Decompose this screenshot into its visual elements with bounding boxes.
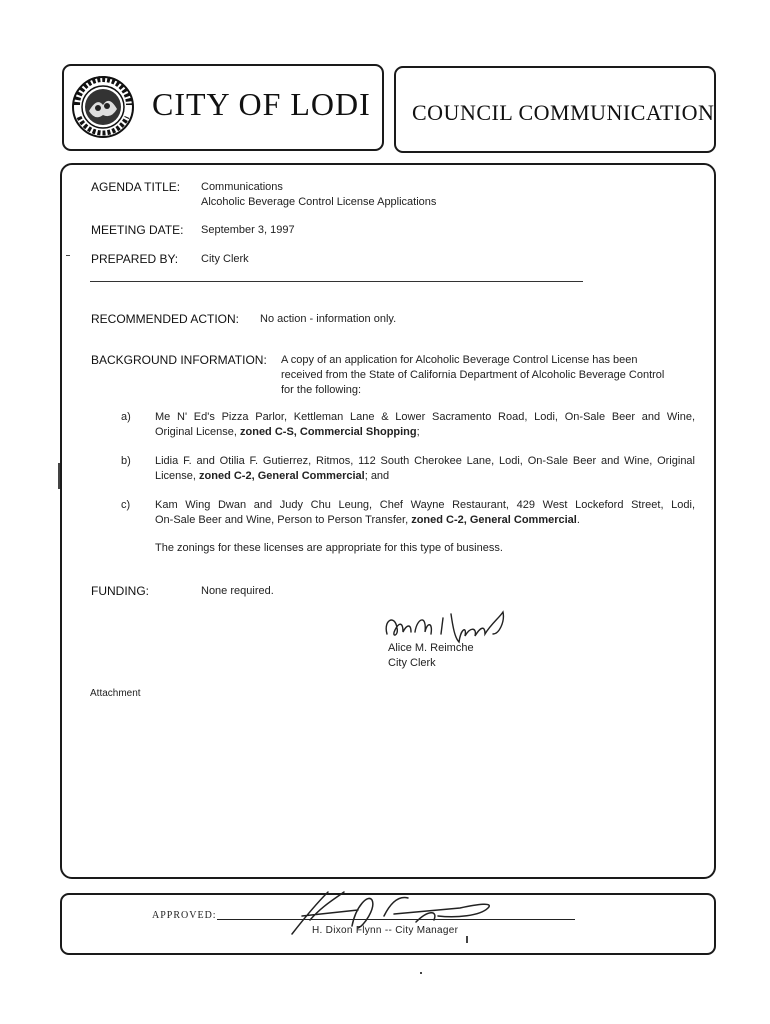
divider-rule xyxy=(90,281,583,282)
zoning-text: zoned C-2, General Commercial xyxy=(199,470,365,482)
list-item-line2: On-Sale Beer and Wine, Person to Person Transfer, zoned C-2, General Commercial. xyxy=(155,514,580,526)
background-line-1: A copy of an application for Alcoholic Beverage Control License has been xyxy=(281,354,638,366)
list-item-marker: a) xyxy=(121,411,131,423)
agenda-title-line2: Alcoholic Beverage Control License Applications xyxy=(201,196,437,208)
list-item-line1: Lidia F. and Otilia F. Gutierrez, Ritmos, 112 South Cherokee Lane, Lodi, On-Sale Beer and Wine, Original xyxy=(155,455,695,467)
background-line-2: received from the State of California Department of Alcoholic Beverage Control xyxy=(281,369,665,381)
meeting-date: September 3, 1997 xyxy=(201,224,295,236)
list-item-line1: Kam Wing Dwan and Judy Chu Leung, Chef Wayne Restaurant, 429 West Lockeford Street, Lodi, xyxy=(155,499,695,511)
zoning-note: The zonings for these licenses are appropriate for this type of business. xyxy=(155,542,503,554)
city-name: CITY OF LODI xyxy=(152,86,371,122)
scan-speck xyxy=(66,255,70,256)
city-manager-name: H. Dixon Flynn -- City Manager xyxy=(312,925,459,936)
approved-label: APPROVED: xyxy=(152,910,217,921)
prepared-by: City Clerk xyxy=(201,253,249,265)
list-item-line2: Original License, zoned C-S, Commercial Shopping; xyxy=(155,426,420,438)
list-item-line1: Me N' Ed's Pizza Parlor, Kettleman Lane & Lower Sacramento Road, Lodi, On-Sale Beer and Wine, xyxy=(155,411,695,423)
recommended-action-label: RECOMMENDED ACTION: xyxy=(91,312,240,326)
recommended-action-value: No action - information only. xyxy=(260,313,397,325)
list-item-marker: c) xyxy=(121,499,131,511)
funding-value: None required. xyxy=(201,585,274,597)
background-line-3: for the following: xyxy=(281,384,362,396)
scan-speck xyxy=(420,972,422,974)
city-seal-icon xyxy=(71,75,135,139)
scan-speck xyxy=(466,936,468,943)
clerk-name: Alice M. Reimche xyxy=(388,642,474,654)
scan-edge-mark xyxy=(58,463,60,489)
meeting-date-label: MEETING DATE: xyxy=(91,223,184,237)
prepared-by-label: PREPARED BY: xyxy=(91,252,179,266)
clerk-signature xyxy=(381,604,513,646)
funding-label: FUNDING: xyxy=(91,584,149,598)
document-type-title: COUNCIL COMMUNICATION xyxy=(412,100,715,125)
background-information-label: BACKGROUND INFORMATION: xyxy=(91,353,267,367)
list-item-line2: License, zoned C-2, General Commercial; and xyxy=(155,470,390,482)
zoning-text: zoned C-2, General Commercial xyxy=(411,514,577,526)
zoning-text: zoned C-S, Commercial Shopping xyxy=(240,426,417,438)
clerk-title: City Clerk xyxy=(388,657,436,669)
list-item-marker: b) xyxy=(121,455,131,467)
attachment-label: Attachment xyxy=(90,688,141,699)
agenda-title-label: AGENDA TITLE: xyxy=(91,180,181,194)
agenda-title-line1: Communications xyxy=(201,181,283,193)
